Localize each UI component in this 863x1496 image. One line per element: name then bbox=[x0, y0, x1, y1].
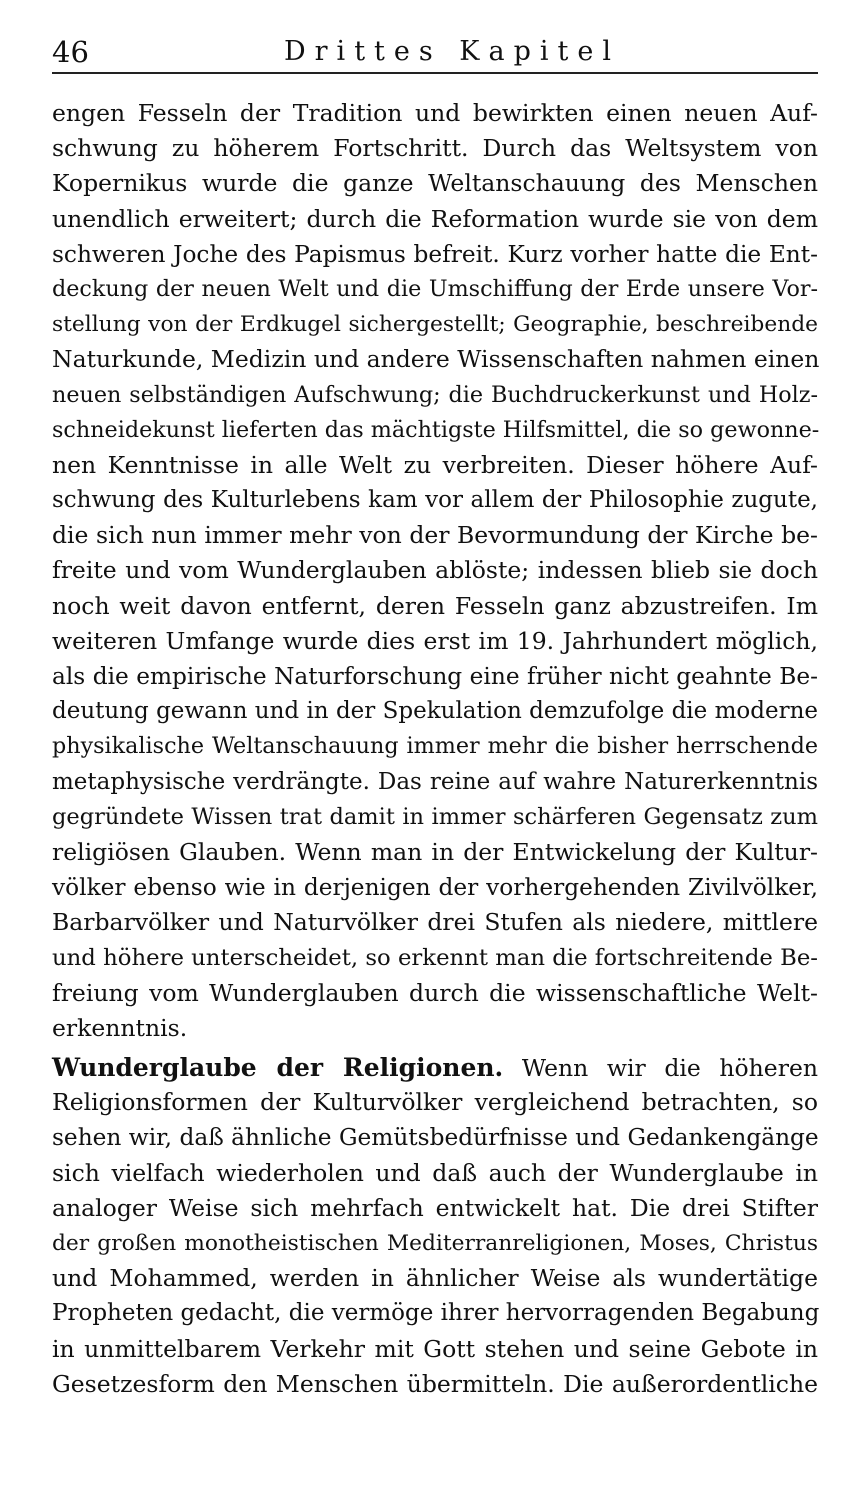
section bbox=[52, 1050, 818, 1402]
text-line: Propheten gedacht, die vermöge ihrer hervorragenden Begabung bbox=[52, 1300, 820, 1327]
text-line: schwung des Kulturlebens kam vor allem der Philosophie zugute, bbox=[52, 487, 818, 514]
text-line: und Mohammed, werden in ähnlicher Weise als wundertätige bbox=[52, 1264, 818, 1293]
text-line: als die empirische Naturforschung eine früher nicht geahnte Be- bbox=[52, 663, 818, 690]
text-line: Naturkunde, Medizin und andere Wissenschaften nahmen einen bbox=[52, 345, 820, 374]
text-line: engen Fesseln der Tradition und bewirkten einen neuen Auf- bbox=[52, 99, 818, 127]
text-line: neuen selbständigen Aufschwung; die Buchdruckerkunst und Holz- bbox=[52, 381, 818, 408]
text-line: analoger Weise sich mehrfach entwickelt hat. Die drei Stifter bbox=[52, 1193, 818, 1222]
text-line: die sich nun immer mehr von der Bevormundung der Kirche be- bbox=[52, 521, 818, 550]
text-line: sehen wir, daß ähnliche Gemütsbedürfnisse und Gedankengänge bbox=[52, 1124, 819, 1152]
text-line: schneidekunst lieferten das mächtigste Hilfsmittel, die so gewonne- bbox=[52, 416, 820, 443]
text-line: völker ebenso wie in derjenigen der vorhergehenden Zivilvölker, bbox=[52, 874, 818, 902]
text-line: und höhere unterscheidet, so erkennt man die fortschreitende Be- bbox=[52, 944, 818, 971]
text-line: physikalische Weltanschauung immer mehr die bisher herrschende bbox=[52, 733, 818, 760]
section-first-line-text: Wenn wir die höheren bbox=[521, 1054, 818, 1083]
page-header bbox=[52, 28, 816, 72]
paragraph bbox=[52, 96, 818, 1046]
text-line: deutung gewann und in der Spekulation demzufolge die moderne bbox=[52, 698, 818, 725]
text-line: schwung zu höherem Fortschritt. Durch das Weltsystem von bbox=[52, 134, 818, 163]
text-line: freite und vom Wunderglauben ablöste; indessen blieb sie doch bbox=[52, 556, 818, 585]
text-line: noch weit davon entfernt, deren Fesseln ganz abzustreifen. Im bbox=[52, 591, 818, 620]
text-line: sich vielfach wiederholen und daß auch der Wunderglaube in bbox=[52, 1158, 818, 1187]
page-number: 46 bbox=[52, 35, 89, 69]
text-line: gegründete Wissen trat damit in immer schärferen Gegensatz zum bbox=[52, 803, 818, 830]
body-text bbox=[52, 96, 818, 1402]
text-line: der großen monotheistischen Mediterranreligionen, Moses, Christus bbox=[52, 1231, 818, 1256]
section-first-line bbox=[52, 1050, 818, 1085]
text-line: stellung von der Erdkugel sichergestellt; Geographie, beschreibende bbox=[52, 312, 818, 338]
text-line: Barbarvölker und Naturvölker drei Stufen als niedere, mittlere bbox=[52, 908, 818, 937]
header-rule bbox=[52, 72, 818, 74]
text-line: Religionsformen der Kulturvölker vergleichend betrachten, so bbox=[52, 1088, 818, 1117]
text-line: erkenntnis. bbox=[52, 1013, 188, 1042]
text-line: unendlich erweitert; durch die Reformation wurde sie von dem bbox=[52, 204, 818, 233]
text-line: Kopernikus wurde die ganze Weltanschauung des Menschen bbox=[52, 169, 818, 198]
text-line: metaphysische verdrängte. Das reine auf wahre Naturerkenntnis bbox=[52, 768, 818, 795]
text-line: deckung der neuen Welt und die Umschiffung der Erde unsere Vor- bbox=[52, 275, 818, 302]
text-line: nen Kenntnisse in alle Welt zu verbreiten. Dieser höhere Auf- bbox=[52, 450, 818, 479]
text-line: Gesetzesform den Menschen übermitteln. Die außerordentliche bbox=[52, 1369, 818, 1398]
text-line: weiteren Umfange wurde dies erst im 19. Jahrhundert möglich, bbox=[52, 626, 818, 655]
text-line: in unmittelbarem Verkehr mit Gott stehen und seine Gebote in bbox=[52, 1334, 818, 1363]
text-line: religiösen Glauben. Wenn man in der Entwickelung der Kultur- bbox=[52, 837, 818, 866]
text-line: schweren Joche des Papismus befreit. Kurz vorher hatte die Ent- bbox=[52, 240, 818, 268]
running-head: Drittes Kapitel bbox=[284, 36, 620, 67]
text-line: freiung vom Wunderglauben durch die wissenschaftliche Welt- bbox=[52, 978, 818, 1007]
section-heading: Wunderglaube der Religionen. bbox=[52, 1053, 504, 1083]
